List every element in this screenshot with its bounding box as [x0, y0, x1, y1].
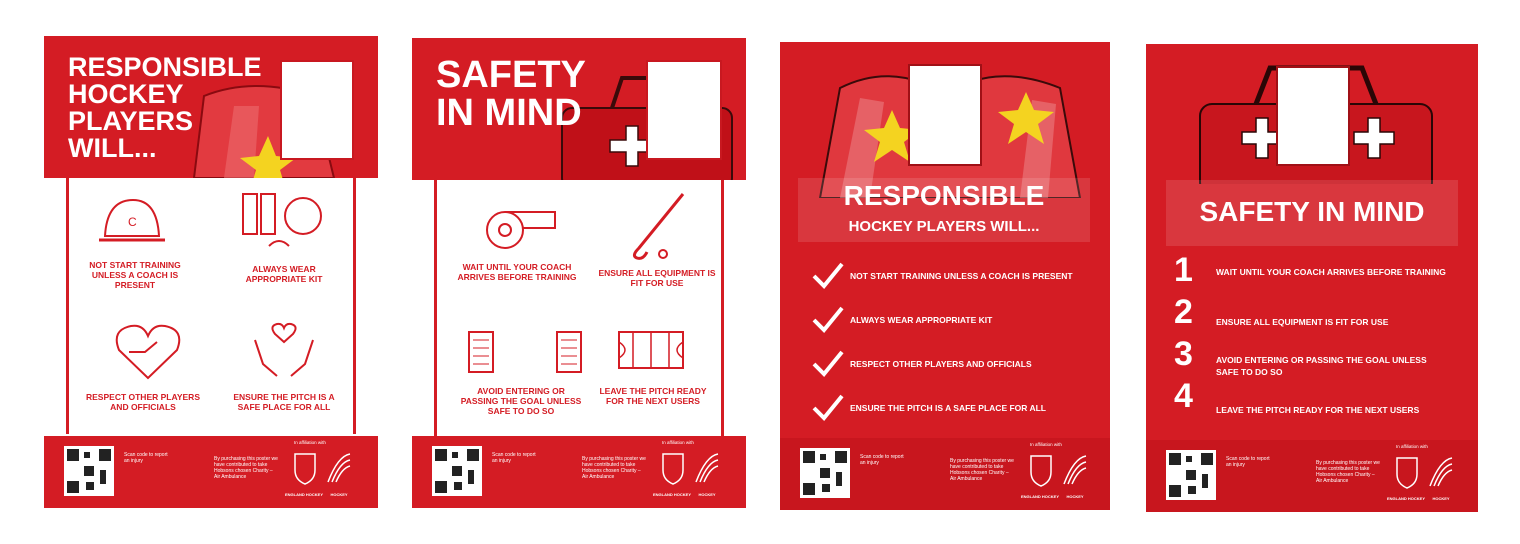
qr-code[interactable]: [1166, 450, 1216, 500]
item-caption: LEAVE THE PITCH READY FOR THE NEXT USERS: [599, 386, 707, 406]
scan-text: Scan code to report an injury: [492, 452, 536, 464]
item-number: 4: [1174, 377, 1193, 415]
logo-england-hockey: ENGLAND HOCKEY: [1020, 494, 1059, 499]
photo-placeholder: [908, 64, 982, 166]
item-caption: ENSURE THE PITCH IS A SAFE PLACE FOR ALL: [233, 392, 335, 412]
purchase-text: By purchasing this poster we have contributed to take Hobsons chosen Charity – Air Ambulance: [950, 458, 1014, 482]
hockey-logo-icon: [1426, 456, 1454, 496]
poster-header: [412, 38, 746, 180]
hockey-logo-icon: [1060, 454, 1088, 494]
checklist-item: [810, 260, 1100, 290]
item-text: WAIT UNTIL YOUR COACH ARRIVES BEFORE TRAINING: [1216, 267, 1446, 277]
poster-title: SAFETY IN MIND: [1199, 196, 1425, 227]
numbered-item: [1174, 336, 1464, 376]
check-icon: [810, 392, 844, 422]
qr-code[interactable]: [64, 446, 114, 496]
title-band: [798, 178, 1090, 242]
hockey-stick-icon: [623, 190, 693, 260]
qr-code[interactable]: [432, 446, 482, 496]
poster-title: SAFETY IN MIND: [436, 54, 586, 134]
checklist-text: RESPECT OTHER PLAYERS AND OFFICIALS: [850, 359, 1032, 369]
poster-footer: [1146, 440, 1478, 512]
item-text: LEAVE THE PITCH READY FOR THE NEXT USERS: [1216, 405, 1420, 415]
affiliation-text: In affiliation with: [662, 440, 694, 445]
logo-hockey: HOCKEY: [330, 492, 348, 497]
goals-icon: [465, 326, 585, 376]
poster-title: RESPONSIBLE HOCKEY PLAYERS WILL...: [68, 52, 262, 163]
england-crest-icon: [660, 452, 686, 492]
poster-safety-in-mind-icons: [412, 38, 746, 508]
checklist-item: [810, 304, 1100, 334]
item-caption: AVOID ENTERING OR PASSING THE GOAL UNLESS SAFE TO DO SO: [460, 386, 582, 416]
scan-text: Scan code to report an injury: [1226, 456, 1270, 468]
item-number: 3: [1174, 335, 1193, 373]
check-icon: [810, 304, 844, 334]
kit-icon: [239, 190, 329, 254]
numbered-item: [1174, 378, 1464, 418]
scan-text: Scan code to report an injury: [860, 454, 904, 466]
hockey-logo-icon: [692, 452, 720, 492]
cap-icon: [97, 192, 167, 252]
poster-footer: [44, 436, 378, 508]
handshake-heart-icon: [113, 322, 183, 382]
numbered-item: [1174, 294, 1464, 334]
england-crest-icon: [292, 452, 318, 492]
affiliation-text: In affiliation with: [294, 440, 326, 445]
purchase-text: By purchasing this poster we have contributed to take Hobsons chosen Charity – Air Ambulance: [582, 456, 646, 480]
photo-placeholder: [280, 60, 354, 160]
poster-title: RESPONSIBLE: [843, 180, 1045, 211]
logo-england-hockey: ENGLAND HOCKEY: [1386, 496, 1425, 501]
checklist-text: NOT START TRAINING UNLESS A COACH IS PRESENT: [850, 271, 1073, 281]
qr-code[interactable]: [800, 448, 850, 498]
logo-england-hockey: ENGLAND HOCKEY: [284, 492, 323, 497]
poster-responsible-players-icons: [44, 36, 378, 508]
poster-header: [44, 36, 378, 178]
item-number: 1: [1174, 251, 1193, 289]
checklist-item: [810, 348, 1100, 378]
title-band: [1166, 180, 1458, 246]
logo-hockey: HOCKEY: [1432, 496, 1450, 501]
poster-subtitle: HOCKEY PLAYERS WILL...: [848, 218, 1040, 235]
pitch-icon: [617, 330, 685, 370]
item-caption: ALWAYS WEAR APPROPRIATE KIT: [245, 264, 323, 284]
item-caption: RESPECT OTHER PLAYERS AND OFFICIALS: [86, 392, 200, 412]
photo-placeholder: [646, 60, 722, 160]
affiliation-text: In affiliation with: [1030, 442, 1062, 447]
scan-text: Scan code to report an injury: [124, 452, 168, 464]
hockey-logo-icon: [324, 452, 352, 492]
checklist-item: [810, 392, 1100, 422]
poster-safety-in-mind-numbered: [1146, 44, 1478, 512]
hands-heart-icon: [249, 320, 319, 380]
item-text: ENSURE ALL EQUIPMENT IS FIT FOR USE: [1216, 317, 1389, 327]
poster-responsible-players-checklist: [780, 42, 1110, 510]
logo-hockey: HOCKEY: [698, 492, 716, 497]
poster-footer: [780, 438, 1110, 510]
england-crest-icon: [1394, 456, 1420, 496]
check-icon: [810, 260, 844, 290]
check-icon: [810, 348, 844, 378]
poster-footer: [412, 436, 746, 508]
logo-england-hockey: ENGLAND HOCKEY: [652, 492, 691, 497]
purchase-text: By purchasing this poster we have contributed to take Hobsons chosen Charity – Air Ambulance: [1316, 460, 1380, 484]
item-caption: NOT START TRAINING UNLESS A COACH IS PRESENT: [89, 260, 181, 290]
checklist-text: ENSURE THE PITCH IS A SAFE PLACE FOR ALL: [850, 403, 1046, 413]
item-caption: ENSURE ALL EQUIPMENT IS FIT FOR USE: [598, 268, 716, 288]
affiliation-text: In affiliation with: [1396, 444, 1428, 449]
whistle-icon: [481, 198, 561, 254]
icons-panel: [434, 180, 724, 436]
logo-hockey: HOCKEY: [1066, 494, 1084, 499]
numbered-item: [1174, 252, 1464, 292]
england-crest-icon: [1028, 454, 1054, 494]
purchase-text: By purchasing this poster we have contributed to take Hobsons chosen Charity – Air Ambulance: [214, 456, 278, 480]
item-text: AVOID ENTERING OR PASSING THE GOAL UNLESS SAFE TO DO SO: [1216, 355, 1427, 377]
item-number: 2: [1174, 293, 1193, 331]
checklist-text: ALWAYS WEAR APPROPRIATE KIT: [850, 315, 993, 325]
photo-placeholder: [1276, 66, 1350, 166]
icons-panel: [66, 178, 356, 434]
svg-text:C: C: [128, 215, 137, 229]
item-caption: WAIT UNTIL YOUR COACH ARRIVES BEFORE TRAINING: [457, 262, 577, 282]
